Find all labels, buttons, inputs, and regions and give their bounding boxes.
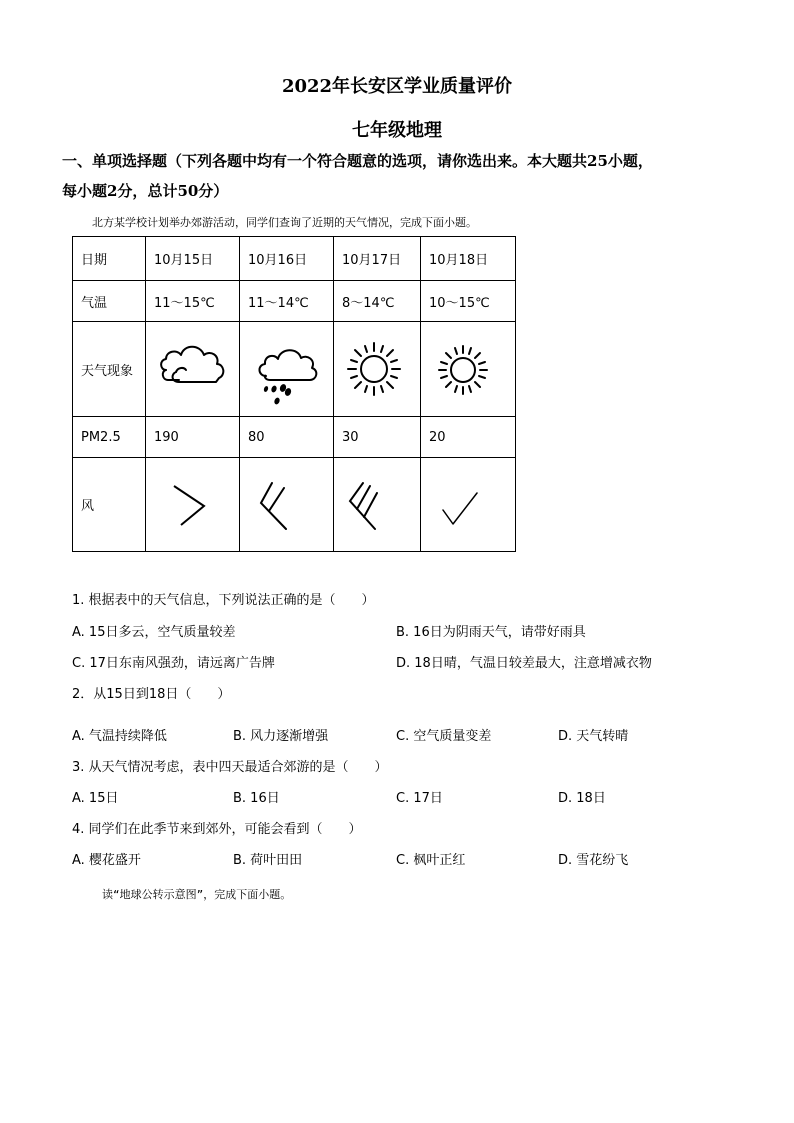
cloudy-icon: [146, 322, 239, 416]
cell-wind: [240, 458, 334, 552]
wind-symbol-icon: [334, 459, 420, 551]
table-row: [73, 281, 516, 322]
cell-weather: [334, 322, 421, 417]
question-stem: 3. 从天气情况考虑，表中四天最适合郊游的是（ ）: [72, 760, 388, 775]
page-subtitle: 七年级地理: [352, 120, 442, 141]
cell-temp: 11～14℃: [240, 281, 334, 322]
cell-wind: [421, 458, 516, 552]
section-heading: [62, 146, 752, 206]
row-label-pm: PM2.5: [73, 417, 146, 458]
cell-temp: 8～14℃: [334, 281, 421, 322]
cell-weather: [240, 322, 334, 417]
option-c: C. 17日东南风强劲，请远离广告牌: [72, 656, 275, 671]
wind-symbol-icon: [146, 459, 239, 551]
option-a: A. 气温持续降低: [72, 729, 167, 744]
section-heading-line1: 一、单项选择题（下列各题中均有一个符合题意的选项，请你选出来。本大题共25小题，: [62, 152, 653, 170]
rain-icon: [240, 322, 333, 416]
wind-symbol-icon: [421, 459, 515, 551]
option-c: C. 空气质量变差: [396, 729, 492, 744]
table-row: [73, 417, 516, 458]
sun-icon: [421, 322, 515, 416]
weather-table: [72, 236, 516, 552]
table-row: [73, 458, 516, 552]
option-b: B. 风力逐渐增强: [233, 729, 329, 744]
wind-symbol-icon: [240, 459, 333, 551]
cell-date: 10月16日: [240, 237, 334, 281]
question-stem: 1. 根据表中的天气信息，下列说法正确的是（ ）: [72, 593, 375, 608]
cell-temp: 10～15℃: [421, 281, 516, 322]
cell-wind: [146, 458, 240, 552]
option-c: C. 17日: [396, 791, 443, 806]
cell-pm: 20: [421, 417, 516, 458]
option-b: B. 16日为阴雨天气，请带好雨具: [396, 625, 586, 640]
cell-pm: 30: [334, 417, 421, 458]
row-label-wind: 风: [73, 458, 146, 552]
option-d: D. 天气转晴: [558, 729, 629, 744]
row-label-weather: 天气现象: [73, 322, 146, 417]
option-b: B. 16日: [233, 791, 280, 806]
row-label-temp: 气温: [73, 281, 146, 322]
cell-wind: [334, 458, 421, 552]
section-heading-line2: 每小题2分，总计50分）: [62, 182, 229, 200]
cell-date: 10月15日: [146, 237, 240, 281]
option-a: A. 15日: [72, 791, 119, 806]
option-c: C. 枫叶正红: [396, 853, 466, 868]
cell-pm: 80: [240, 417, 334, 458]
question-stem: 4. 同学们在此季节来到郊外，可能会看到（ ）: [72, 822, 362, 837]
option-b: B. 荷叶田田: [233, 853, 303, 868]
question-stem: 2．从15日到18日（ ）: [72, 687, 231, 702]
cell-date: 10月18日: [421, 237, 516, 281]
intro-text: 北方某学校计划举办郊游活动，同学们查询了近期的天气情况，完成下面小题。: [92, 216, 477, 229]
option-d: D. 18日: [558, 791, 606, 806]
option-d: D. 18日晴，气温日较差最大，注意增减衣物: [396, 656, 652, 671]
cell-weather: [146, 322, 240, 417]
cell-pm: 190: [146, 417, 240, 458]
table-row: [73, 237, 516, 281]
page-title: 2022年长安区学业质量评价: [281, 76, 513, 97]
cell-date: 10月17日: [334, 237, 421, 281]
table-row: [73, 322, 516, 417]
cell-temp: 11～15℃: [146, 281, 240, 322]
row-label-date: 日期: [73, 237, 146, 281]
option-d: D. 雪花纷飞: [558, 853, 629, 868]
cell-weather: [421, 322, 516, 417]
intro-text: 读“地球公转示意图”，完成下面小题。: [102, 888, 292, 901]
option-a: A. 15日多云，空气质量较差: [72, 625, 236, 640]
sun-icon: [334, 322, 420, 416]
option-a: A. 樱花盛开: [72, 853, 141, 868]
